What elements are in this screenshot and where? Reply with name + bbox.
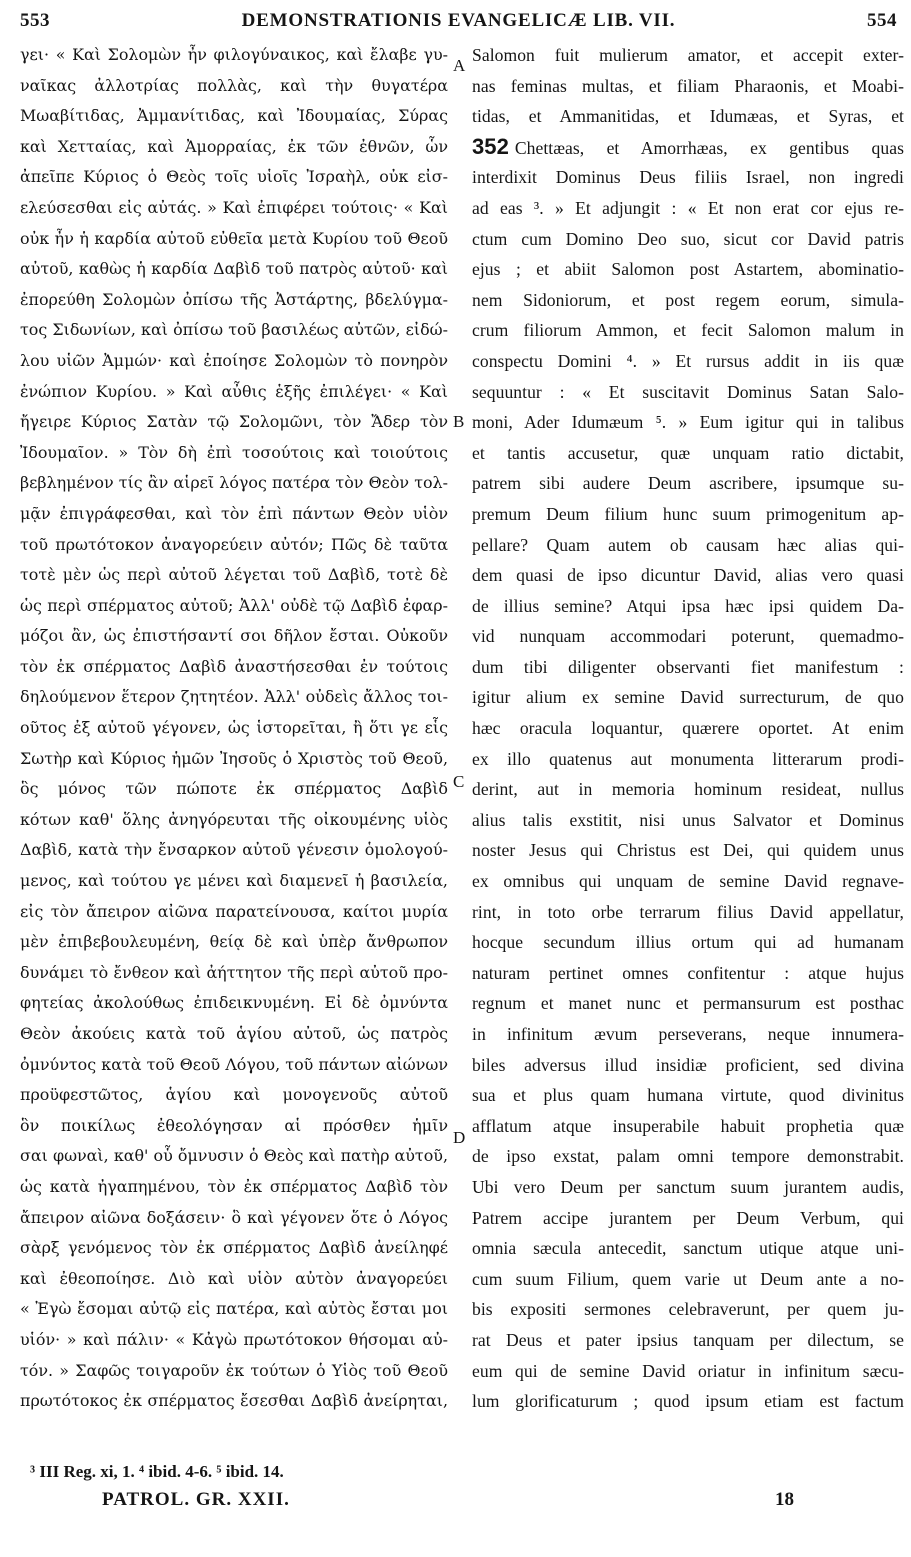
greek-line: ὡς κατὰ ἠγαπημένου, τὸν ἐκ σπέρματος Δαβὶδ τὸν: [20, 1176, 448, 1196]
latin-line: afflatum atque insuperabile habuit prophetia quæ: [472, 1115, 904, 1136]
latin-line: vid nunquam accommodari poterunt, quemadmo-: [472, 626, 904, 647]
greek-line: λου υἱῶν Ἀμμών· καὶ ἐποίησε Σολομὼν τὸ πονηρὸν: [20, 350, 448, 370]
latin-line: omnia sæcula antecedit, sanctum utique atque uni-: [472, 1238, 904, 1259]
greek-line: βεβλημένον τίς ἂν αἱρεῖ λόγος πατέρα τὸν Θεὸν τολ-: [20, 473, 448, 493]
latin-line: nem Sidoniorum, et post regem eorum, simula-: [472, 289, 904, 310]
latin-line: hocque secundum illius ortum qui ad humanam: [472, 932, 904, 953]
greek-line: Σωτὴρ καὶ Κύριος ἡμῶν Ἰησοῦς ὁ Χριστὸς τοῦ Θεοῦ,: [20, 748, 448, 768]
greek-line: τοτὲ μὲν ὡς περὶ αὐτοῦ λέγεται τοῦ Δαβὶδ, τοτὲ δὲ: [20, 565, 448, 585]
latin-line: sequuntur : « Et suscitavit Dominus Satan Salo-: [472, 381, 904, 402]
greek-line: ναῖκας ἀλλοτρίας πολλὰς, καὶ τὴν θυγατέρα: [20, 75, 448, 95]
latin-line: regnum et manet nunc et permansurum est posthac: [472, 993, 904, 1014]
latin-line: dem quasi de ipso dicuntur David, alias vero quasi: [472, 565, 904, 586]
greek-line: ελεύσεσθαι εἰς αὐτάς. » Καὶ ἐπιφέρει τούτοις· « Καὶ: [20, 197, 448, 217]
latin-line: igitur alium ex semine David surrecturum, de quo: [472, 687, 904, 708]
latin-text-column: [472, 40, 904, 1420]
latin-line: tidas, et Ammanitidas, et Idumæas, et Syras, et: [472, 106, 904, 127]
latin-line: Patrem accipe jurantem per Deum Verbum, qui: [472, 1207, 904, 1228]
greek-line: Δαβὶδ, κατὰ τὴν ἔνσαρκον αὐτοῦ γένεσιν ὁμολογού-: [20, 840, 448, 860]
latin-line: in infinitum ævum perseverans, neque innumera-: [472, 1024, 904, 1044]
greek-line: ὃν ποικίλως ἐθεολόγησαν αἱ πρόσθεν ἡμῖν: [20, 1115, 448, 1135]
latin-line: pellare? Quam autem ob causam hæc alias qui-: [472, 534, 904, 555]
latin-line: ejus ; et abiit Salomon post Astartem, abominatio-: [472, 259, 904, 280]
latin-line: dum tibi diligenter observanti fiet manifestum :: [472, 656, 904, 677]
greek-line: ὡς περὶ σπέρματος αὐτοῦ; Ἀλλ' οὐδὲ τῷ Δαβὶδ ἐφαρ-: [20, 595, 448, 615]
latin-line: [472, 132, 904, 163]
greek-line: δηλούμενον ἕτερον ζητητέον. Ἀλλ' οὐδεὶς ἄλλος τοι-: [20, 687, 448, 707]
greek-text-column: [20, 40, 448, 1420]
greek-line: ὃς μόνος τῶν πώποτε ἐκ σπέρματος Δαβὶδ: [20, 779, 448, 799]
latin-line: ex omnibus qui unquam de semine David regnave-: [472, 871, 904, 892]
greek-line: τὸν ἐκ σπέρματος Δαβὶδ ἀναστήσεσθαι ἐν τούτοις: [20, 656, 448, 676]
greek-line: ὀμνύντος κατὰ τοῦ Θεοῦ Λόγου, τοῦ πάντων αἰώνων: [20, 1054, 448, 1074]
greek-line: εἰς τὸν ἄπειρον αἰῶνα παρατείνουσα, καίτοι μυρία: [20, 901, 448, 921]
greek-line: σὰρξ γενόμενος τὸν ἐκ σπέρματος Δαβὶδ ἀνείληφέ: [20, 1238, 448, 1258]
signature-mark: PATROL. GR. XXII.: [102, 1489, 290, 1510]
greek-line: αὐτοῦ, καθὼς ἡ καρδία Δαβὶδ τοῦ πατρὸς αὐτοῦ· καὶ: [20, 259, 448, 279]
greek-line: δυνάμει τὸ ἔνθεον καὶ ἀήττητον τῆς περὶ αὐτοῦ προ-: [20, 962, 448, 982]
latin-line: lum glorificaturum ; quod ipsum etiam est factum: [472, 1391, 904, 1412]
signature-number: 18: [775, 1489, 794, 1510]
paragraph-marker: 352: [472, 133, 509, 159]
greek-line: ἄπειρον αἰῶνα δοξάσειν· ὃ καὶ γέγονεν ὅτε ὁ Λόγος: [20, 1207, 448, 1227]
greek-line: « Ἐγὼ ἔσομαι αὐτῷ εἰς πατέρα, καὶ αὐτὸς ἔσται μοι: [20, 1299, 448, 1319]
left-page-number: 553: [20, 10, 50, 31]
latin-line: conspectu Domini ⁴. » Et rursus addit in iis quæ: [472, 350, 904, 371]
greek-line: κότων καθ' ὅλης ἀνηγόρευται τῆς οἰκουμένης υἱὸς: [20, 809, 448, 829]
greek-line: προϋφεστῶτος, ἁγίου καὶ μονογενοῦς αὐτοῦ: [20, 1085, 448, 1105]
latin-line: hæc oracula loquantur, quærere oportet. At enim: [472, 718, 904, 739]
latin-line: eum qui de semine David oriatur in infinitum sæcu-: [472, 1360, 904, 1381]
line-text: Chettæas, et Amorrhæas, ex gentibus quas: [514, 137, 904, 158]
latin-line: derint, aut in memoria hominum resideat, nullus: [472, 779, 904, 800]
greek-line: μᾷν ἐπιγράφεσθαι, καὶ τὸν ἐπὶ πάντων Θεὸν υἱὸν: [20, 503, 448, 523]
latin-line: alius talis exstitit, nisi unus Salvator et Dominus: [472, 809, 904, 830]
greek-line: τοῦ πρωτότοκον ἀναγορεύειν αὐτόν; Πῶς δὲ ταῦτα: [20, 534, 448, 554]
greek-line: ἐπορεύθη Σολομὼν ὀπίσω τῆς Ἀστάρτης, βδελύγμα-: [20, 289, 448, 309]
latin-line: ex illo quatenus aut monumenta litterarum prodi-: [472, 748, 904, 769]
greek-line: γει· « Καὶ Σολομὼν ἦν φιλογύναικος, καὶ ἔλαβε γυ-: [20, 45, 448, 64]
greek-line: μὲν ἐπιβεβουλευμένη, θείᾳ δὲ καὶ ὑπὲρ ἄνθρωπον: [20, 932, 448, 952]
greek-line: ἤγειρε Κύριος Σατὰν τῷ Σολομῶνι, τὸν Ἄδερ τὸν: [20, 412, 448, 432]
latin-line: naturam pertinet omnes confitentur : atque hujus: [472, 962, 904, 983]
latin-line: bis expositi sermones celebraverunt, per quem ju-: [472, 1299, 904, 1320]
latin-line: cum suum Filium, quem varie ut Deum ante a no-: [472, 1268, 904, 1289]
running-title: DEMONSTRATIONIS EVANGELICÆ LIB. VII.: [241, 10, 676, 31]
greek-line: Θεὸν ἀκούεις κατὰ τοῦ ἁγίου αὐτοῦ, ὡς πατρὸς: [20, 1024, 448, 1043]
footnotes: ³ III Reg. xi, 1. ⁴ ibid. 4-6. ⁵ ibid. 14.: [30, 1462, 284, 1481]
greek-line: Μωαβίτιδας, Ἀμμανίτιδας, καὶ Ἰδουμαίας, Σύρας: [20, 106, 448, 126]
latin-line: sua et plus quam humana virtute, quod divinitus: [472, 1085, 904, 1106]
greek-line: ἀπεῖπε Κύριος ὁ Θεὸς τοῖς υἱοῖς Ἰσραὴλ, οὐκ εἰσ-: [20, 167, 448, 187]
latin-line: Salomon fuit mulierum amator, et accepit exter-: [472, 45, 904, 65]
greek-line: καὶ Χετταίας, καὶ Ἀμορραίας, ἐκ τῶν ἐθνῶν, ὧν: [20, 136, 448, 156]
latin-line: [472, 1417, 904, 1420]
margin-letter-c: C: [453, 772, 465, 791]
greek-line: πρωτότοκος ἐκ σπέρματος ἔσεσθαι Δαβὶδ ἀνείρηται,: [20, 1391, 448, 1411]
greek-line: φητείας ἀκολούθως ἐπιδεικνυμένη. Εἰ δὲ ὀμνύντα: [20, 993, 448, 1013]
greek-line: τόν. » Σαφῶς τοιγαροῦν ἐκ τούτων ὁ Υἱὸς τοῦ Θεοῦ: [20, 1360, 448, 1380]
latin-line: rat Deus et pater ipsius tanquam per dilectum, se: [472, 1329, 904, 1350]
greek-line: τος Σιδωνίων, καὶ ὀπίσω τοῦ βασιλέως αὐτῶν, εἰδώ-: [20, 320, 448, 340]
margin-letter-d: D: [453, 1128, 466, 1147]
page-header: [20, 6, 897, 36]
greek-line: οῦτος ἐξ αὐτοῦ γέγονεν, ὡς ἱστορεῖται, ἢ ὅτι γε εἷς: [20, 718, 448, 738]
latin-line: rint, in toto orbe terrarum filius David appellatur,: [472, 901, 904, 922]
greek-line: [20, 1417, 448, 1420]
latin-line: interdixit Dominus Deus filiis Israel, non ingredi: [472, 167, 904, 188]
greek-line: σαι φωναὶ, καθ' οὗ ὄμνυσιν ὁ Θεὸς καὶ πατὴρ αὐτοῦ,: [20, 1146, 448, 1166]
latin-line: ad eas ³. » Et adjungit : « Et non erat cor ejus re-: [472, 197, 904, 218]
greek-line: Ἰδουμαῖον. » Τὸν δὴ ἐπὶ τοσούτοις καὶ τοιούτοις: [20, 442, 448, 462]
latin-line: et tantis accusetur, quæ unquam ratio dictabit,: [472, 442, 904, 463]
latin-line: Ubi vero Deum per sanctum suum jurantem audis,: [472, 1176, 904, 1197]
latin-line: patrem sibi audere Deum ascribere, ipsumque su-: [472, 473, 904, 494]
greek-line: οὐκ ἦν ἡ καρδία αὐτοῦ εὐθεῖα μετὰ Κυρίου τοῦ Θεοῦ: [20, 228, 448, 248]
margin-letter-a: A: [453, 56, 466, 75]
greek-line: υἱόν· » καὶ πάλιν· « Κἀγὼ πρωτότοκον θήσομαι αὐ-: [20, 1329, 448, 1349]
greek-line: μόζοι ἂν, ὡς ἐπιστήσαντί σοι δῆλον ἔσται. Οὐκοῦν: [20, 626, 448, 646]
latin-line: noster Jesus qui Christus est Dei, qui quidem unus: [472, 840, 904, 861]
latin-line: de ipso exstat, palam omni tempore demonstrabit.: [472, 1146, 904, 1167]
right-page-number: 554: [867, 10, 897, 31]
latin-line: de illius semine? Atqui ipsa hæc ipsi quidem Da-: [472, 595, 904, 616]
latin-line: ctum cum Domino Deo suo, sicut cor David patris: [472, 228, 904, 249]
latin-line: biles adversus illud insidiæ proficient, sed divina: [472, 1054, 904, 1075]
greek-line: ἐνώπιον Κυρίου. » Καὶ αὖθις ἑξῆς ἐπιλέγει· « Καὶ: [20, 381, 448, 401]
greek-line: καὶ ἐθεοποίησε. Διὸ καὶ υἱὸν αὐτὸν ἀναγορεύει: [20, 1268, 448, 1288]
latin-line: premum Deum filium hunc suum primogenitum ap-: [472, 503, 904, 524]
greek-line: μενος, καὶ τούτου γε μένει καὶ διαμενεῖ ἡ βασιλεία,: [20, 871, 448, 891]
latin-line: moni, Ader Idumæum ⁵. » Eum igitur qui in talibus: [472, 412, 904, 433]
latin-line: crum filiorum Ammon, et fecit Salomon malum in: [472, 320, 904, 341]
margin-letter-b: B: [453, 412, 465, 431]
latin-line: nas feminas multas, et filiam Pharaonis, et Moabi-: [472, 75, 904, 96]
